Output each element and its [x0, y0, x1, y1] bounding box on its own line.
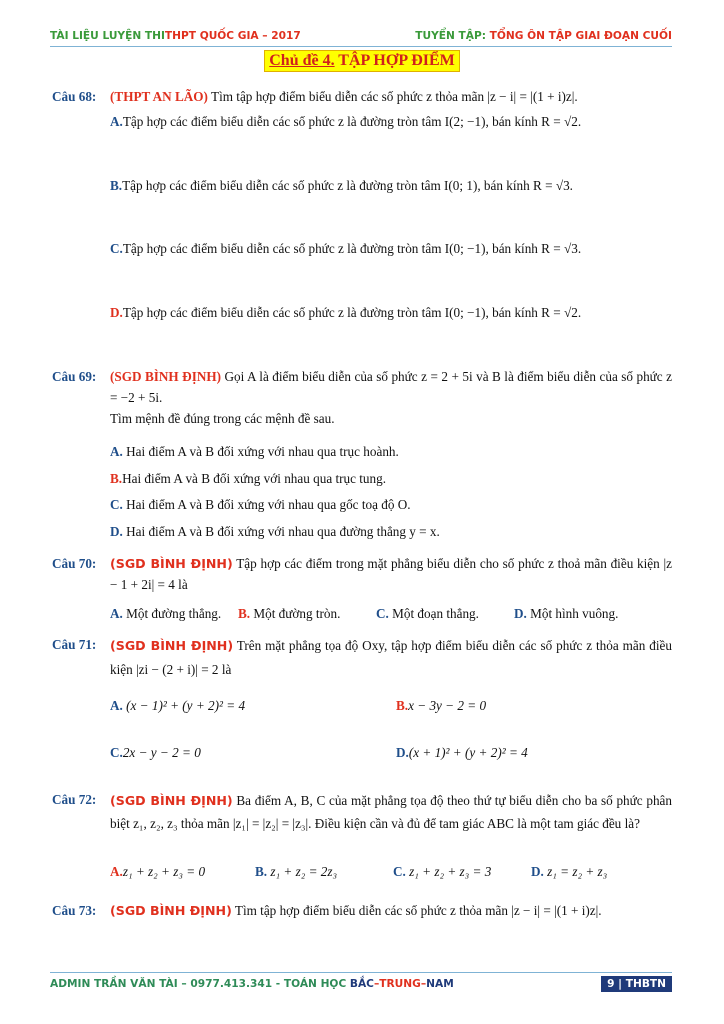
- question-stem: [110, 366, 672, 429]
- option-d[interactable]: [110, 521, 672, 542]
- question-stem-text: Gọi A là điểm biểu diễn của số phức z = 2 + 5i và B là điểm biểu diễn của số phức z = −2 + 5i.: [110, 369, 672, 405]
- option-c[interactable]: [393, 861, 531, 882]
- option-label: D.: [531, 864, 544, 879]
- option-text: Một đường tròn.: [250, 606, 341, 621]
- question-stem-text: Trên mặt phẳng tọa độ Oxy, tập hợp điểm biểu diễn các số phức z thỏa mãn điều kiện |zi − (2 + i)| = 2 là: [110, 638, 672, 677]
- question-69: [52, 366, 672, 429]
- option-label: A.: [110, 864, 123, 879]
- question-stem: [110, 789, 672, 835]
- option-text: z₁ + z₂ = 2z₃: [267, 864, 338, 879]
- question-stem-text: Tìm tập hợp điểm biểu diễn các số phức z thỏa mãn |z − i| = |(1 + i)z|.: [231, 903, 602, 918]
- option-c[interactable]: [376, 603, 514, 624]
- page-number-badge: 9 | THBTN: [601, 976, 672, 992]
- option-text: Tập hợp các điểm biểu diễn các số phức z là đường tròn tâm I(0; 1), bán kính R = √3.: [122, 178, 573, 193]
- topic-box: [264, 50, 460, 72]
- option-label: C.: [110, 745, 123, 760]
- option-label: B.: [396, 698, 409, 713]
- question-label: Câu 72:: [52, 792, 97, 807]
- header-left: [50, 30, 301, 42]
- question-stem: [110, 553, 672, 595]
- header-right-green: TUYỂN TẬP:: [415, 30, 490, 42]
- topic-prefix: Chủ đề 4.: [269, 52, 335, 69]
- option-c[interactable]: [110, 236, 672, 261]
- option-a[interactable]: [110, 441, 672, 462]
- question-stem-text: Tìm tập hợp điểm biểu diễn các số phức z thỏa mãn |z − i| = |(1 + i)z|.: [207, 89, 578, 104]
- header-right-red: TỔNG ÔN TẬP GIAI ĐOẠN CUỐI: [489, 30, 672, 42]
- question-label: Câu 70:: [52, 556, 97, 571]
- option-label: A.: [110, 698, 123, 713]
- footer-credit: [50, 978, 454, 990]
- option-b[interactable]: [396, 695, 486, 716]
- option-d[interactable]: [110, 300, 672, 325]
- option-text: z₁ + z₂ + z₃ = 0: [122, 864, 206, 879]
- footer-credit-d: NAM: [426, 978, 454, 990]
- option-a[interactable]: [110, 109, 672, 134]
- option-text: Hai điểm A và B đối xứng với nhau qua đường thẳng y = x.: [122, 524, 440, 539]
- option-text: Tập hợp các điểm biểu diễn các số phức z là đường tròn tâm I(0; −1), bán kính R = √2.: [122, 305, 582, 320]
- option-label: C.: [393, 864, 406, 879]
- option-text: Hai điểm A và B đối xứng với nhau qua trục tung.: [122, 471, 387, 486]
- options-row: [110, 861, 672, 882]
- footer-credit-c: –TRUNG–: [373, 978, 427, 990]
- option-text: z₁ = z₂ + z₃: [543, 864, 608, 879]
- page-footer: [50, 976, 672, 994]
- question-source: (SGD BÌNH ĐỊNH): [110, 638, 234, 653]
- question-71: [52, 634, 672, 682]
- option-b[interactable]: [110, 173, 672, 198]
- option-c[interactable]: [110, 742, 201, 763]
- option-label: A.: [110, 444, 123, 459]
- option-a[interactable]: [110, 695, 245, 716]
- option-text: (x + 1)² + (y + 2)² = 4: [408, 745, 528, 760]
- question-source: (SGD BÌNH ĐỊNH): [110, 556, 233, 571]
- option-d[interactable]: [531, 861, 607, 882]
- header-divider: [50, 46, 672, 47]
- option-text: Hai điểm A và B đối xứng với nhau qua trục hoành.: [122, 444, 399, 459]
- option-label: A.: [110, 606, 123, 621]
- question-label: Câu 69:: [52, 369, 97, 384]
- option-text: Tập hợp các điểm biểu diễn các số phức z là đường tròn tâm I(2; −1), bán kính R = √2.: [122, 114, 582, 129]
- option-label: B.: [110, 471, 123, 486]
- topic-title: [0, 50, 724, 72]
- header-left-green: TÀI LIỆU LUYỆN THI: [50, 30, 165, 42]
- option-text: Hai điểm A và B đối xứng với nhau qua gốc toạ độ O.: [122, 497, 411, 512]
- option-label: C.: [110, 497, 123, 512]
- option-text: 2x − y − 2 = 0: [122, 745, 201, 760]
- footer-credit-a: ADMIN TRẦN VĂN TÀI – 0977.413.341 - TOÁN HỌC: [50, 978, 350, 990]
- option-text: Một hình vuông.: [526, 606, 619, 621]
- question-stem: [110, 634, 672, 682]
- option-a[interactable]: [110, 603, 238, 624]
- option-label: D.: [110, 524, 123, 539]
- question-70: [52, 553, 672, 595]
- option-c[interactable]: [110, 494, 672, 515]
- option-label: B.: [255, 864, 268, 879]
- option-label: B.: [238, 606, 251, 621]
- question-68: [52, 86, 672, 107]
- option-label: A.: [110, 114, 123, 129]
- question-label: Câu 71:: [52, 637, 97, 652]
- option-text: Một đoạn thẳng.: [388, 606, 479, 621]
- question-stem-text: Tập hợp các điểm trong mặt phẳng biểu diễn cho số phức z thoả mãn điều kiện |z − 1 + 2i| = 4 là: [110, 556, 672, 592]
- option-text: x − 3y − 2 = 0: [408, 698, 487, 713]
- header-right: [415, 30, 672, 42]
- option-b[interactable]: [238, 603, 376, 624]
- option-label: D.: [110, 305, 123, 320]
- option-text: Một đường thẳng.: [122, 606, 222, 621]
- question-label: Câu 68:: [52, 89, 97, 104]
- option-label: C.: [110, 241, 123, 256]
- option-text: z₁ + z₂ + z₃ = 3: [405, 864, 492, 879]
- option-text: Tập hợp các điểm biểu diễn các số phức z là đường tròn tâm I(0; −1), bán kính R = √3.: [122, 241, 582, 256]
- question-label: Câu 73:: [52, 903, 97, 918]
- question-source: (THPT AN LÃO): [110, 89, 208, 104]
- topic-name: TẬP HỢP ĐIỂM: [334, 52, 455, 69]
- option-label: B.: [110, 178, 123, 193]
- header-left-red: THPT QUỐC GIA – 2017: [164, 30, 301, 42]
- footer-credit-b: BẮC: [349, 978, 374, 990]
- question-stem: [110, 86, 672, 107]
- page-header: [50, 30, 672, 46]
- question-stem-text: Ba điểm A, B, C của mặt phẳng tọa độ theo thứ tự biểu diễn cho ba số phức phân biệt z₁, z₂, z₃ thỏa mãn |z₁| = |z₂| = |z₃|. Điều kiện cần và đủ để tam giác ABC là một tam giác đều là?: [110, 793, 672, 831]
- footer-divider: [50, 972, 672, 973]
- question-source: (SGD BÌNH ĐỊNH): [110, 793, 233, 808]
- question-source: (SGD BÌNH ĐỊNH): [110, 903, 232, 918]
- option-b[interactable]: [110, 468, 672, 489]
- option-label: D.: [514, 606, 527, 621]
- option-b[interactable]: [255, 861, 393, 882]
- option-d[interactable]: [514, 603, 618, 624]
- question-73: [52, 900, 672, 922]
- question-source: (SGD BÌNH ĐỊNH): [110, 369, 221, 384]
- options-row: [110, 603, 672, 624]
- option-label: C.: [376, 606, 389, 621]
- option-a[interactable]: [110, 861, 255, 882]
- question-stem: [110, 900, 672, 922]
- option-text: (x − 1)² + (y + 2)² = 4: [126, 698, 246, 713]
- question-stem-2: Tìm mệnh đề đúng trong các mệnh đề sau.: [110, 411, 335, 426]
- option-d[interactable]: [396, 742, 528, 763]
- question-72: [52, 789, 672, 835]
- option-label: D.: [396, 745, 409, 760]
